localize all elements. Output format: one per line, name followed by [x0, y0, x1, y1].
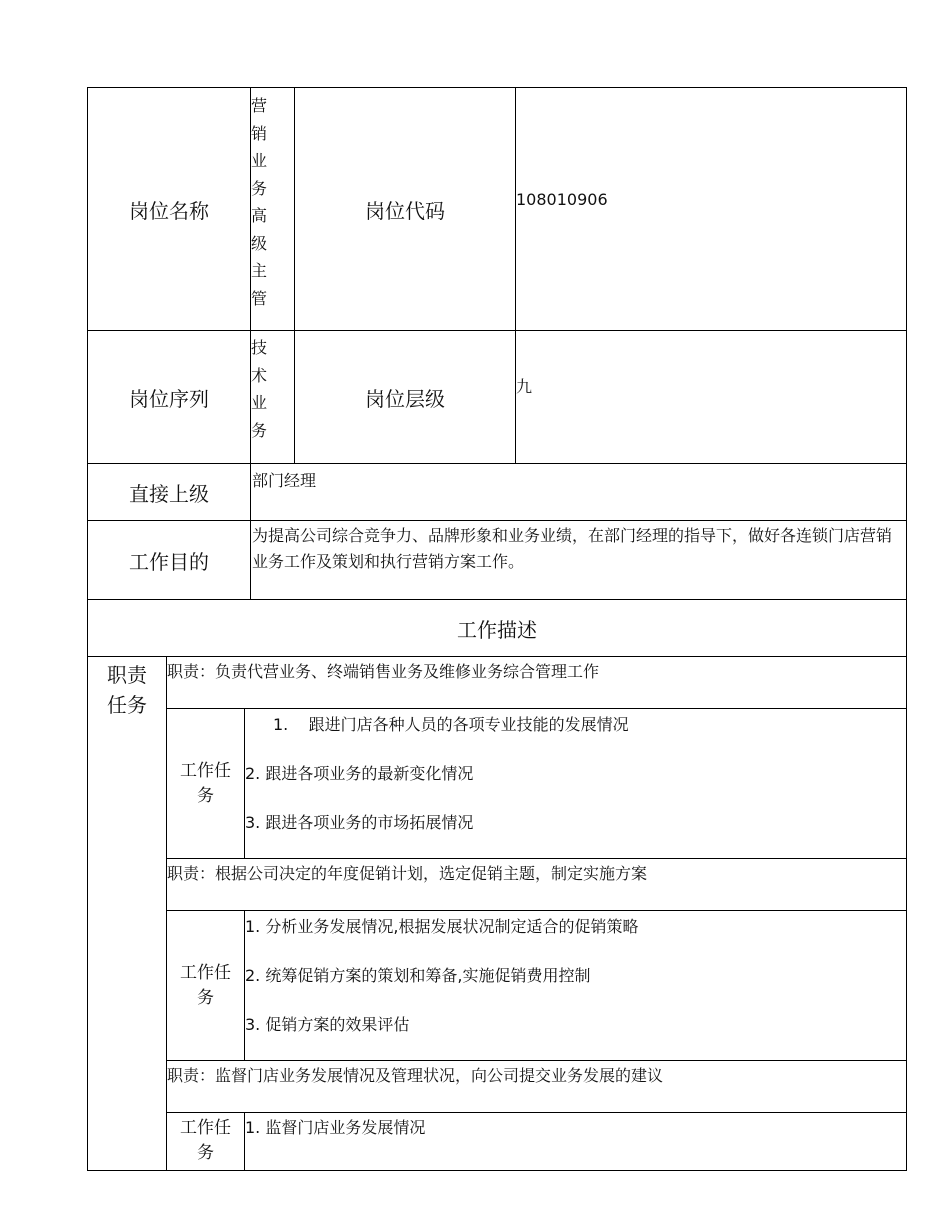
task-3-item-1: 1. 监督门店业务发展情况	[245, 1118, 426, 1137]
purpose-label: 工作目的	[129, 549, 209, 574]
task-1-item-1: 1. 跟进门店各种人员的各项专业技能的发展情况	[273, 715, 629, 734]
task-1-label-cell	[167, 709, 244, 858]
post-series-vertical-text	[251, 334, 277, 444]
post-series-char: 务	[251, 420, 268, 440]
post-level-value: 九	[516, 377, 533, 396]
post-series-char: 业	[251, 393, 268, 412]
post-name-value	[251, 92, 293, 328]
superior-label: 直接上级	[129, 481, 209, 506]
post-code-value: 108010906	[516, 190, 608, 209]
duty-label-line-2: 任务	[107, 693, 147, 717]
post-name-char: 营	[251, 96, 268, 115]
post-name-char: 级	[251, 233, 268, 253]
task-2-item-2: 2. 统筹促销方案的策划和筹备,实施促销费用控制	[245, 966, 591, 985]
post-name-vertical-text	[251, 92, 277, 312]
post-code-label: 岗位代码	[365, 198, 445, 223]
post-name-char: 高	[251, 206, 268, 225]
post-name-char: 销	[251, 123, 268, 143]
post-name-char: 业	[251, 151, 268, 170]
section-title: 工作描述	[457, 617, 537, 642]
post-series-char: 技	[251, 338, 268, 357]
superior-value: 部门经理	[252, 471, 317, 490]
post-level-label: 岗位层级	[365, 386, 445, 411]
duty-3-text: 职责：监督门店业务发展情况及管理状况，向公司提交业务发展的建议	[167, 1066, 664, 1085]
task-1-list	[245, 713, 903, 860]
job-description-table	[87, 87, 907, 1171]
task-1-item-2: 2. 跟进各项业务的最新变化情况	[245, 764, 474, 783]
post-series-value	[251, 334, 293, 460]
task-2-label-cell	[167, 911, 244, 1060]
post-name-char: 主	[251, 261, 268, 280]
duty-2-text: 职责：根据公司决定的年度促销计划，选定促销主题，制定实施方案	[167, 864, 648, 883]
duty-task-label	[88, 660, 166, 720]
task-2-item-1: 1. 分析业务发展情况,根据发展状况制定适合的促销策略	[245, 917, 639, 936]
task-2-list	[245, 915, 903, 1062]
post-name-char: 管	[251, 288, 268, 308]
duty-label-line-1: 职责	[107, 663, 147, 687]
post-name-label: 岗位名称	[129, 198, 209, 223]
task-2-label: 工作任务	[180, 962, 231, 1008]
task-3-label-cell	[167, 1116, 244, 1166]
post-name-char: 务	[251, 178, 268, 198]
purpose-value: 为提高公司综合竞争力、品牌形象和业务业绩，在部门经理的指导下，做好各连锁门店营销业务工作及策划和执行营销方案工作。	[252, 526, 893, 571]
task-2-item-3: 3. 促销方案的效果评估	[245, 1015, 410, 1034]
post-series-char: 术	[251, 365, 268, 385]
post-series-label: 岗位序列	[129, 386, 209, 411]
task-1-item-3: 3. 跟进各项业务的市场拓展情况	[245, 813, 474, 832]
task-3-list	[245, 1116, 903, 1140]
task-1-label: 工作任务	[180, 760, 231, 806]
duty-1-text: 职责：负责代营业务、终端销售业务及维修业务综合管理工作	[167, 662, 600, 681]
task-3-label: 工作任务	[180, 1118, 231, 1163]
